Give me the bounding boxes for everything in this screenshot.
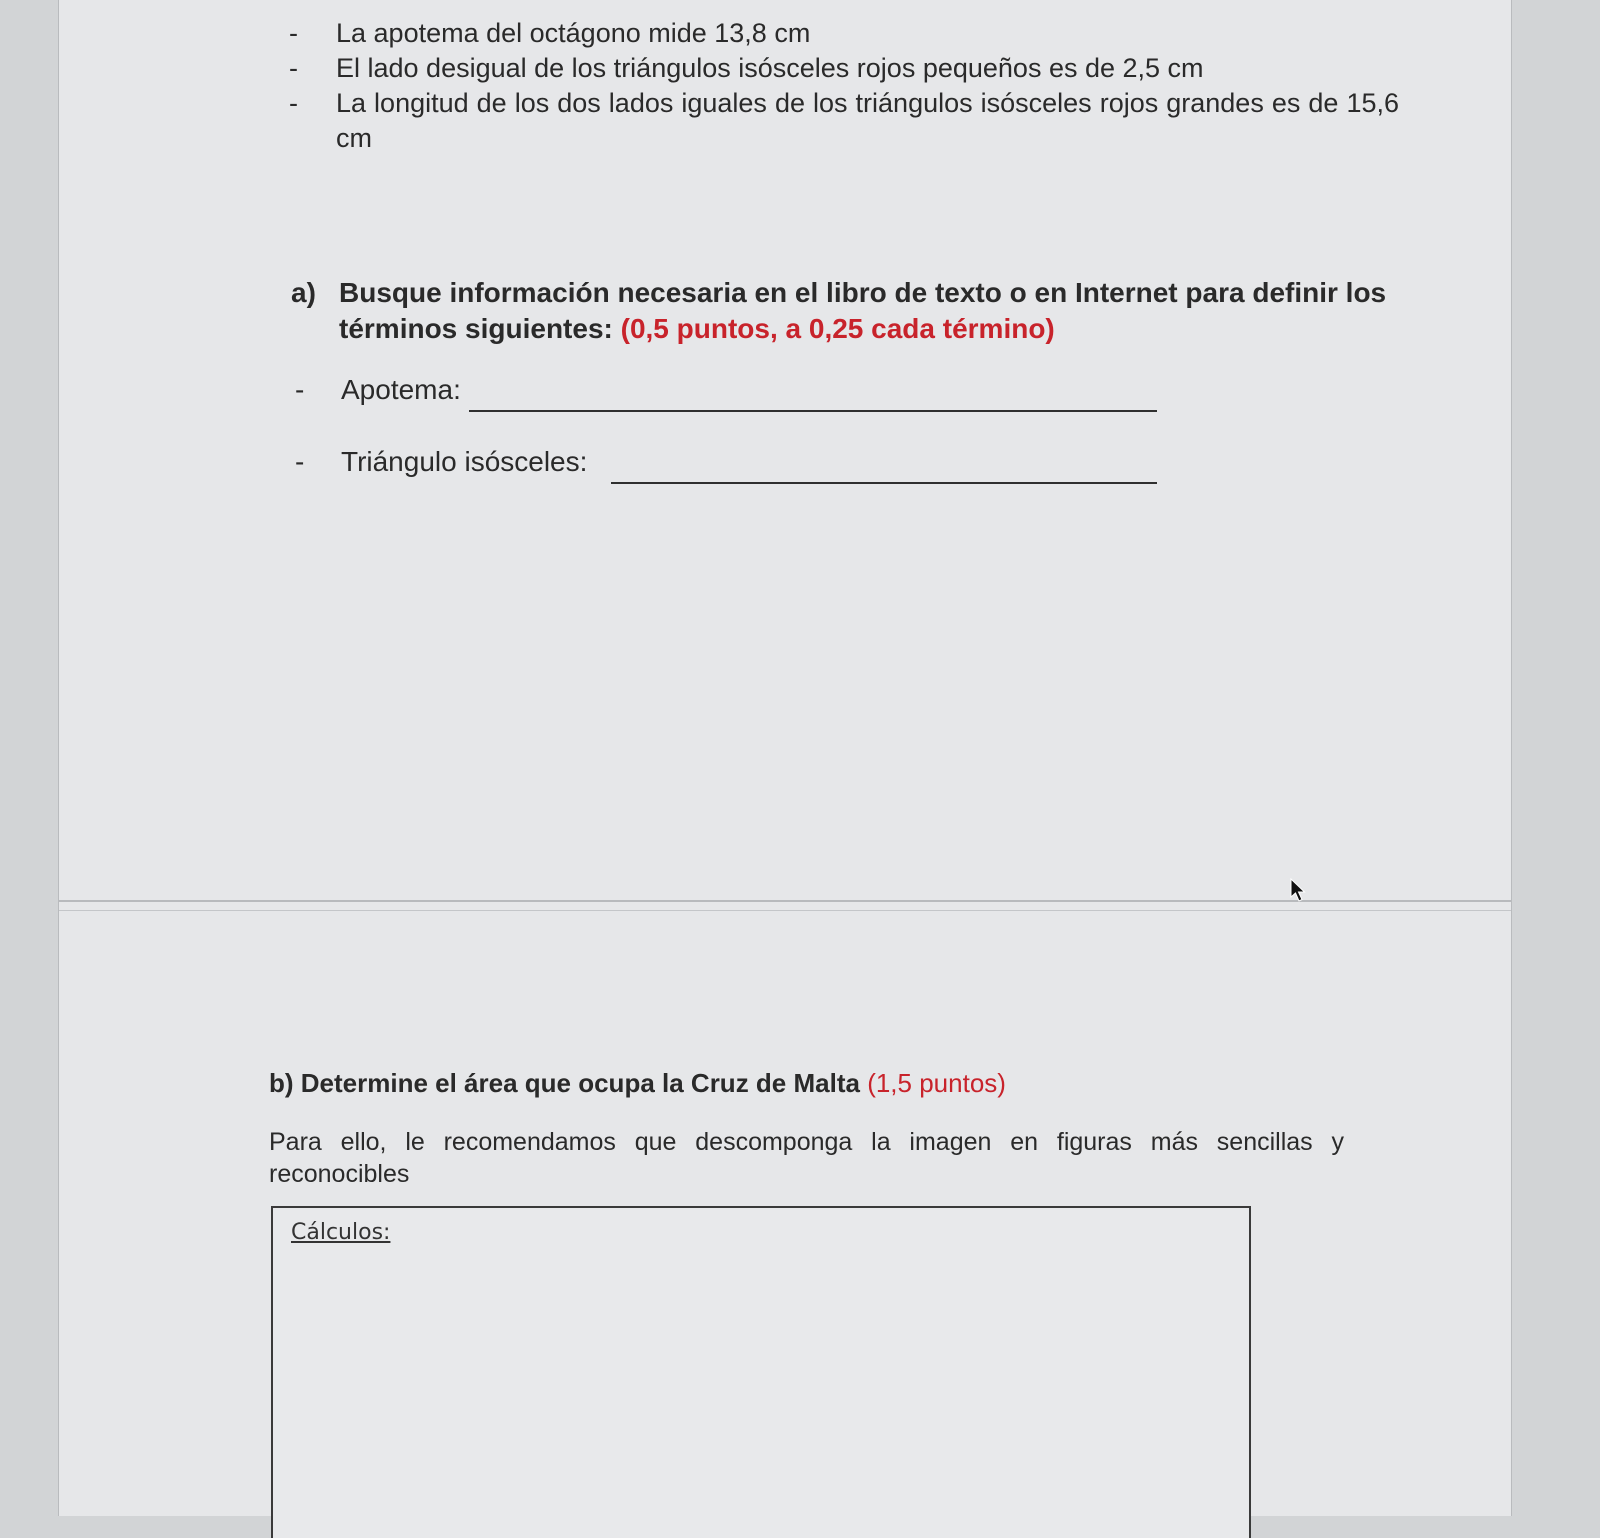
- question-a: [291, 275, 1401, 347]
- term-apotema: [295, 372, 461, 408]
- term-triangulo-isosceles: [295, 444, 587, 480]
- condition-apotema: La apotema del octágono mide 13,8 cm: [336, 18, 811, 48]
- list-item: [289, 51, 1399, 86]
- question-a-points: (0,5 puntos, a 0,25 cada término): [620, 313, 1055, 344]
- question-b-text: b) Determine el área que ocupa la Cruz de Malta: [269, 1068, 860, 1098]
- list-dash: -: [289, 53, 298, 83]
- question-a-text: Busque información necesaria en el libro de texto o en Internet para definir los términos siguientes:: [339, 277, 1387, 344]
- condition-large-triangle: La longitud de los dos lados iguales de los triángulos isósceles rojos grandes es de 15,6 cm: [336, 88, 1399, 153]
- apotema-answer-line[interactable]: [469, 410, 1157, 412]
- list-item: [289, 16, 1399, 51]
- question-b: [269, 1065, 1169, 1101]
- document-page: [58, 0, 1512, 1516]
- conditions-list: [289, 16, 1399, 156]
- list-dash: -: [295, 374, 305, 405]
- question-a-label: a): [291, 277, 316, 308]
- recommendation-text: Para ello, le recomendamos que descomponga la imagen en figuras más sencillas y reconocibles: [269, 1128, 1344, 1188]
- list-dash: -: [295, 446, 305, 477]
- triangulo-answer-line[interactable]: [611, 482, 1157, 484]
- calculations-label: Cálculos:: [291, 1220, 391, 1245]
- calculations-box[interactable]: [271, 1206, 1251, 1538]
- term-apotema-label: Apotema:: [341, 374, 461, 405]
- term-triangulo-label: Triángulo isósceles:: [341, 446, 588, 477]
- mouse-pointer-icon: [1290, 878, 1308, 902]
- list-dash: -: [289, 88, 298, 118]
- list-item: [289, 86, 1399, 156]
- condition-small-triangle: El lado desigual de los triángulos isósceles rojos pequeños es de 2,5 cm: [336, 53, 1204, 83]
- page-section-top: [59, 0, 1511, 902]
- list-dash: -: [289, 18, 298, 48]
- question-b-points: (1,5 puntos): [867, 1068, 1006, 1098]
